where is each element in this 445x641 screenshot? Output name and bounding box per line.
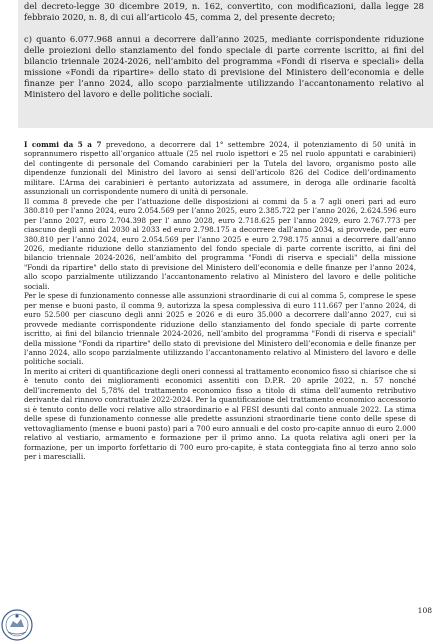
paragraph-quantificazione: In merito ai criteri di quantificazione degli oneri connessi al trattamento economico fisso si chiarisce che si è tenuto conto dei miglioramenti economici assentiti con D.P.R. 20 aprile 2022, n. 57 nonché dell’incremento del 5,78% del trattamento economico fisso a titolo di stima dell’aumento retributivo derivante dal rinnovo contrattuale 2022-2024. Per la quantificazione del trattamento economico accessorio si è tenuto conto delle voci relative allo straordinario e al FESI desunti dal conto annuale 2022. La stima delle spese di funzionamento connesse alle predette assunzioni straordinarie tiene conto delle spese di vettovagliamento (mense e buoni pasto) pari a 700 euro annuali e del costo pro-capite annuo di euro 2.000 relativo al vestiario, armamento e formazione per il primo anno. La quota relativa agli oneri per la formazione, per un importo forfettario di 700 euro pro-capite, è stata conteggiata fino al terzo anno solo per i marescialli. <box>24 366 416 461</box>
quoted-provision-block <box>18 0 433 128</box>
paragraph-comma-9: Per le spese di funzionamento connesse alle assunzioni straordinarie di cui al comma 5, comprese le spese per mense e buoni pasto, il comma 9, autorizza la spesa complessiva di euro 111.667 per l’anno 2024, di euro 52.500 per ciascuno degli anni 2025 e 2026 e di euro 35.000 a decorrere dall’anno 2027, cui si provvede mediante corrispondente riduzione dello stanziamento del fondo speciale di parte corrente iscritto, ai fini del bilancio triennale 2024-2026, nell’ambito del programma "Fondi di riserva e speciali" della missione "Fondi da ripartire" dello stato di previsione del Ministero dell’economia e delle finanze per l’anno 2024, allo scopo parzialmente utilizzando l’accantonamento relativo al Ministero del lavoro e delle politiche sociali. <box>24 291 416 367</box>
provision-item-c: c) quanto 6.077.968 annui a decorrere dall’anno 2025, mediante corrispondente riduzione delle proiezioni dello stanziamento del fondo speciale di parte corrente iscritto, ai fini del bilancio triennale 2024-2026, nell’ambito del programma «Fondi di riserva e speciali» della missione «Fondi da ripartire» dello stato di previsione del Ministero dell’economia e delle finanze per l’anno 2024, allo scopo parzialmente utilizzando l’accantonamento relativo al Ministero del lavoro e delle politiche sociali. <box>24 34 424 100</box>
parliament-seal-logo <box>0 605 34 641</box>
provision-continuation-text: del decreto-legge 30 dicembre 2019, n. 162, convertito, con modificazioni, dalla legge 28 febbraio 2020, n. 8, di cui all’articolo 45, comma 2, del presente decreto; <box>24 1 424 23</box>
paragraph-commi-5-7 <box>24 140 416 197</box>
report-body <box>24 140 416 461</box>
page-number: 108 <box>417 606 432 615</box>
paragraph-comma-8: Il comma 8 prevede che per l’attuazione delle disposizioni ai commi da 5 a 7 agli oneri pari ad euro 380.810 per l’anno 2024, euro 2.054.569 per l’anno 2025, euro 2.385.722 per l’anno 2026, 2.624.596 euro per l’anno 2027, euro 2.704.398 per l’ anno 2028, euro 2.718.625 per l’anno 2029, euro 2.767.773 per ciascuno degli anni dal 2030 al 2033 ed euro 2.798.175 a decorrere dall’anno 2034, si provvede, per euro 380.810 per l’anno 2024, euro 2.054.569 per l’anno 2025 e euro 2.798.175 annui a decorrere dall’anno 2026, mediante riduzione dello stanziamento del fondo speciale di parte corrente iscritto, ai fini del bilancio triennale 2024-2026, nell’ambito del programma "Fondi di riserva e speciali" della missione "Fondi da ripartire" dello stato di previsione del Ministero dell’economia e delle finanze per l’anno 2024, allo scopo parzialmente utilizzando l’accantonamento relativo al Ministero del lavoro e delle politiche sociali. <box>24 196 416 291</box>
paragraph-text: prevedono, a decorrere dal 1° settembre 2024, il potenziamento di 50 unità in soprannumero rispetto all’organico attuale (25 nel ruolo ispettori e 25 nel ruolo appuntati e carabinieri) del contingente di personale del Comando carabinieri per la Tutela del lavoro, organismo posto alle dipendenze funzionali del Ministro del lavoro ai sensi dell’articolo 826 del Codice dell’ordinamento militare. L’Arma dei carabinieri è pertanto autorizzata ad assumere, in deroga alle ordinarie facoltà assunzionali un corrispondente numero di unità di personale. <box>24 140 417 197</box>
paragraph-bold-lead: I commi da 5 a 7 <box>24 140 102 149</box>
